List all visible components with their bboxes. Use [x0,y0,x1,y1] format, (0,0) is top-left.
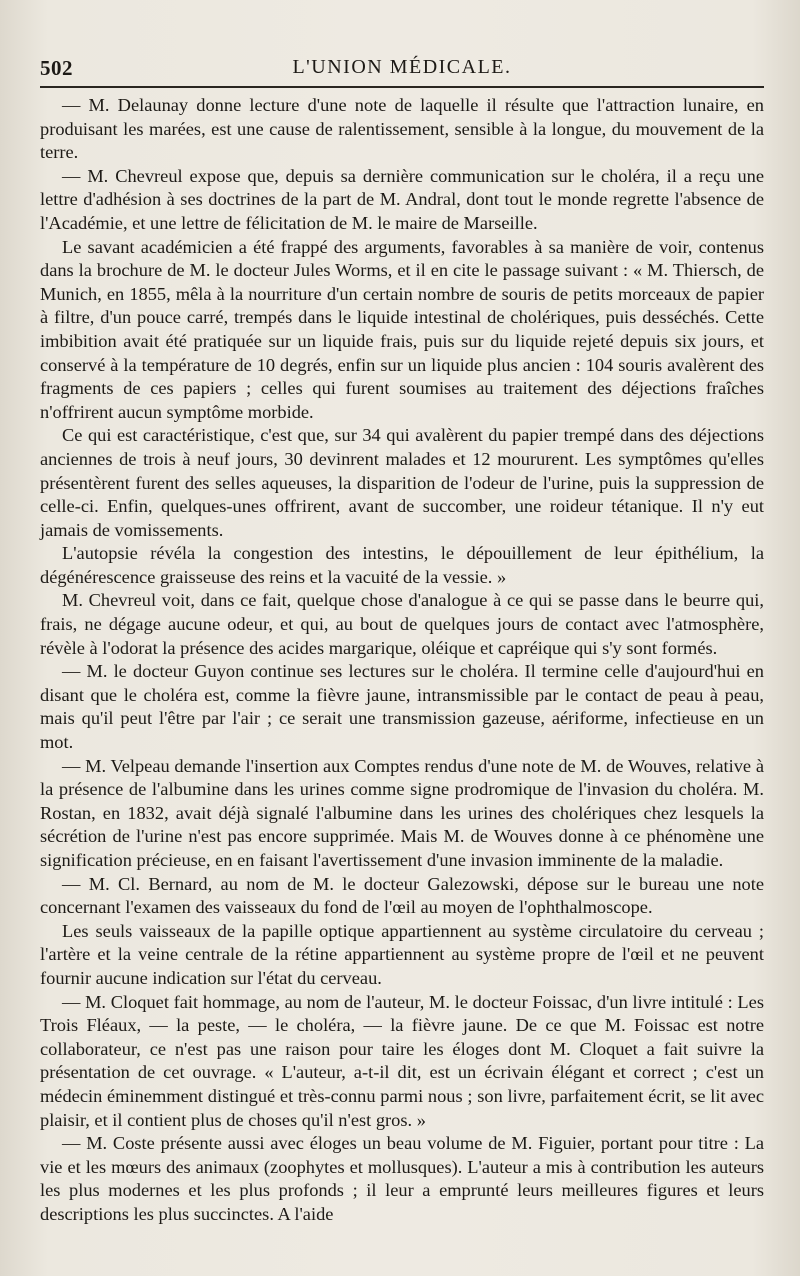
paragraph: Le savant académicien a été frappé des arguments, favorables à sa manière de voir, contenus dans la brochure de M. le docteur Jules Worms, et il en cite le passage suivant : « M. Thiersch, de Munich, en 1855, mêla à la nourriture d'un certain nombre de souris de petits morceaux de papier à filtre, d'un pouce carré, trempés dans le liquide intestinal de cholériques, puis desséchés. Cette imbibition avait été pratiquée sur un liquide frais, puis sur du liquide rejeté depuis six jours, et conservé à la température de 10 degrés, enfin sur un liquide plus ancien : 104 souris avalèrent des fragments de ces papiers ; celles qui furent soumises au traitement des déjections fraîches n'offrirent aucun symptôme morbide. [40,236,764,422]
paragraph: Ce qui est caractéristique, c'est que, sur 34 qui avalèrent du papier trempé dans des déjections anciennes de trois à neuf jours, 30 devinrent malades et 12 moururent. Les symptômes qu'elles présentèrent furent des selles aqueuses, la disparition de l'odeur de l'urine, puis la suppression de celle-ci. Enfin, quelques-unes offrirent, avant de succomber, une roideur tétanique. Il n'y eut jamais de vomissements. [40,425,764,540]
paragraph: Les seuls vaisseaux de la papille optique appartiennent au système circulatoire du cerveau ; l'artère et la veine centrale de la rétine appartiennent au système propre de l'œil et ne peuvent fournir aucune indication sur l'état du cerveau. [40,920,764,988]
paragraph: — M. Velpeau demande l'insertion aux Comptes rendus d'une note de M. de Wouves, relative à la présence de l'albumine dans les urines comme signe prodromique de l'invasion du choléra. M. Rostan, en 1832, avait déjà signalé l'albumine dans les urines des cholériques chez lesquels la sécrétion de l'urine n'est pas encore supprimée. Mais M. de Wouves donne à ce phénomène une signification précieuse, en en faisant l'avertissement d'une invasion imminente de la maladie. [40,755,764,870]
running-title: L'UNION MÉDICALE. [292,56,512,78]
header-rule [40,86,764,88]
paragraph: M. Chevreul voit, dans ce fait, quelque chose d'analogue à ce qui se passe dans le beurre qui, frais, ne dégage aucune odeur, et qui, au bout de quelques jours de contact avec l'atmosphère, révèle à l'odorat la présence des acides margarique, oléique et capréique qui s'y sont formés. [40,590,764,658]
page-number: 502 [40,56,73,80]
paragraph: — M. Coste présente aussi avec éloges un beau volume de M. Figuier, portant pour titre : La vie et les mœurs des animaux (zoophytes et mollusques). L'auteur a mis à contribution les auteurs les plus modernes et les plus profonds ; il leur a emprunté leurs meilleures figures et leurs descriptions les plus succinctes. A l'aide [40,1133,764,1224]
page-header [40,52,764,82]
paragraph: — M. Delaunay donne lecture d'une note de laquelle il résulte que l'attraction lunaire, en produisant les marées, est une cause de ralentissement, sensible à la longue, du mouvement de la terre. [40,95,764,163]
paragraph: — M. le docteur Guyon continue ses lectures sur le choléra. Il termine celle d'aujourd'hui en disant que le choléra est, comme la fièvre jaune, intransmissible par le contact de peau à peau, mais qu'il peut l'être par l'air ; ce serait une transmission gazeuse, aériforme, infectieuse en un mot. [40,661,764,753]
paragraph: — M. Cl. Bernard, au nom de M. le docteur Galezowski, dépose sur le bureau une note concernant l'examen des vaisseaux du fond de l'œil au moyen de l'ophthalmoscope. [40,873,764,918]
paragraph: L'autopsie révéla la congestion des intestins, le dépouillement de leur épithélium, la dégénérescence graisseuse des reins et la vacuité de la vessie. » [40,543,764,587]
paragraph: — M. Cloquet fait hommage, au nom de l'auteur, M. le docteur Foissac, d'un livre intitulé : Les Trois Fléaux, — la peste, — le choléra, — la fièvre jaune. De ce que M. Foissac est notre collaborateur, ce n'est pas une raison pour taire les éloges dont M. Cloquet a fait suivre la présentation de cet ouvrage. « L'auteur, a-t-il dit, est un écrivain élégant et correct ; c'est un médecin éminemment distingué et très-connu parmi nous ; son livre, parfaitement écrit, se lit avec plaisir, et il contient plus de choses qu'il n'est gros. » [40,991,764,1130]
body-text [40,94,764,1227]
paragraph: — M. Chevreul expose que, depuis sa dernière communication sur le choléra, il a reçu une lettre d'adhésion à ses doctrines de la part de M. Andral, dont tout le monde regrette l'absence de l'Académie, et une lettre de félicitation de M. le maire de Marseille. [40,165,764,233]
